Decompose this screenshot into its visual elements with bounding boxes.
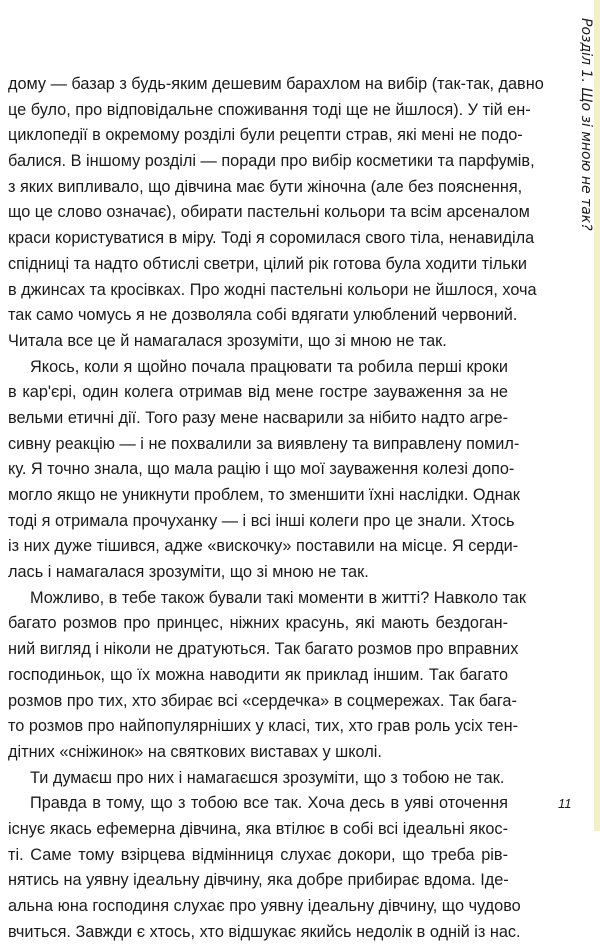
text-line: циклопедії в окремому розділі були рецепти страв, які мені не подо- [8,126,523,145]
chapter-side-tab [560,0,600,831]
text-line: Читала все це й намагалася зрозуміти, що зі мною не так. [8,331,447,350]
text-line: балися. В іншому розділі — поради про вибір косметики та парфумів, [8,152,535,171]
text-line: Якось, коли я щойно почала працювати та робила перші кроки [30,357,508,376]
side-stripe [594,0,600,831]
text-line: лась і намагалася зрозуміти, що зі мною не так. [8,563,369,582]
chapter-running-title: Розділ 1. Що зі мною не так? [578,18,594,231]
text-line: дітних «сніжинок» на святкових виставах у школі. [8,742,382,761]
text-line: в кар'єрі, один колега отримав від мене гостре зауваження за не [8,383,508,402]
text-line: альна юна господиня слухає про уявну ідеальну дівчину, що чудово [8,897,521,915]
text-line: нятись на уявну ідеальну дівчину, яка добре прибирає вдома. Ідe- [8,871,509,890]
text-line: Правда в тому, що з тобою все так. Хоча десь в уяві оточення [30,794,508,813]
text-line: так само чомусь я не дозволяла собі вдягати улюблений червоний. [8,306,518,325]
page-number: 11 [558,796,572,811]
text-line: з яких випливало, що дівчина має бути жіночна (але без пояснення, [8,177,523,196]
text-line: що це слово означає), обирати пастельні кольори та всім арсеналом [8,203,530,222]
text-line: розмов про тих, хто збирає всі «сердечка» в соцмережах. Так бага- [8,691,517,710]
text-line: господиньок, що їх можна наводити як приклад іншим. Так багато [8,665,508,684]
text-line: вчиться. Завжди є хтось, хто відшукає якийсь недолік в одній із нас. [8,922,521,941]
text-line: то розмов про найпопулярніших у класі, тих, хто грав роль усіх тен- [8,717,519,736]
body-text [8,72,544,945]
text-line: спідниці та надто обтислі светри, цілий рік готова була ходити тільки [8,254,527,273]
text-line: вельми етичні дії. Того разу мене насварили за нібито надто агре- [8,408,508,427]
text-line: дому — базар з будь-яким дешевим барахлом на вибір (так-так, давно [8,75,544,93]
text-line: сивну реакцію — і не похвалили за виявлену та виправлену помил- [8,434,520,453]
text-line: ті. Саме тому взірцева відмінниця слухає докори, що треба рів- [8,845,508,864]
text-line: це було, про відповідальне споживання тоді ще не йшлося). У тій ен- [8,100,531,119]
text-line: існує якась ефемерна дівчина, яка втілює в собі всі ідеальні якос- [8,819,508,838]
text-line: краси користуватися в міру. Тоді я соромилася свого тіла, ненавиділа [8,229,535,248]
text-line: Можливо, в тебе також бували такі моменти в житті? Навколо так [30,588,526,607]
text-line: могло якщо не уникнути проблем, то зменшити їхні наслідки. Однак [8,486,520,504]
text-line: багато розмов про принцес, ніжних красунь, які мають бездоган- [8,614,508,633]
text-line: Ти думаєш про них і намагаєшся зрозуміти, що з тобою не так. [30,768,505,787]
text-line: ний вигляд і ніколи не дратуються. Так багато розмов про вправних [8,640,519,659]
text-line: тоді я отримала прочуханку — і всі інші колеги про це знали. Хтось [8,511,515,530]
text-line: ку. Я точно знала, що мала рацію і що мої зауваження колезі допо- [8,460,515,479]
text-line: в джинсах та кросівках. Про жодні пастельні кольори не йшлося, хоча [8,280,537,299]
text-line: із них дуже тішився, адже «вискочку» поставили на місце. Я серди- [8,537,519,556]
